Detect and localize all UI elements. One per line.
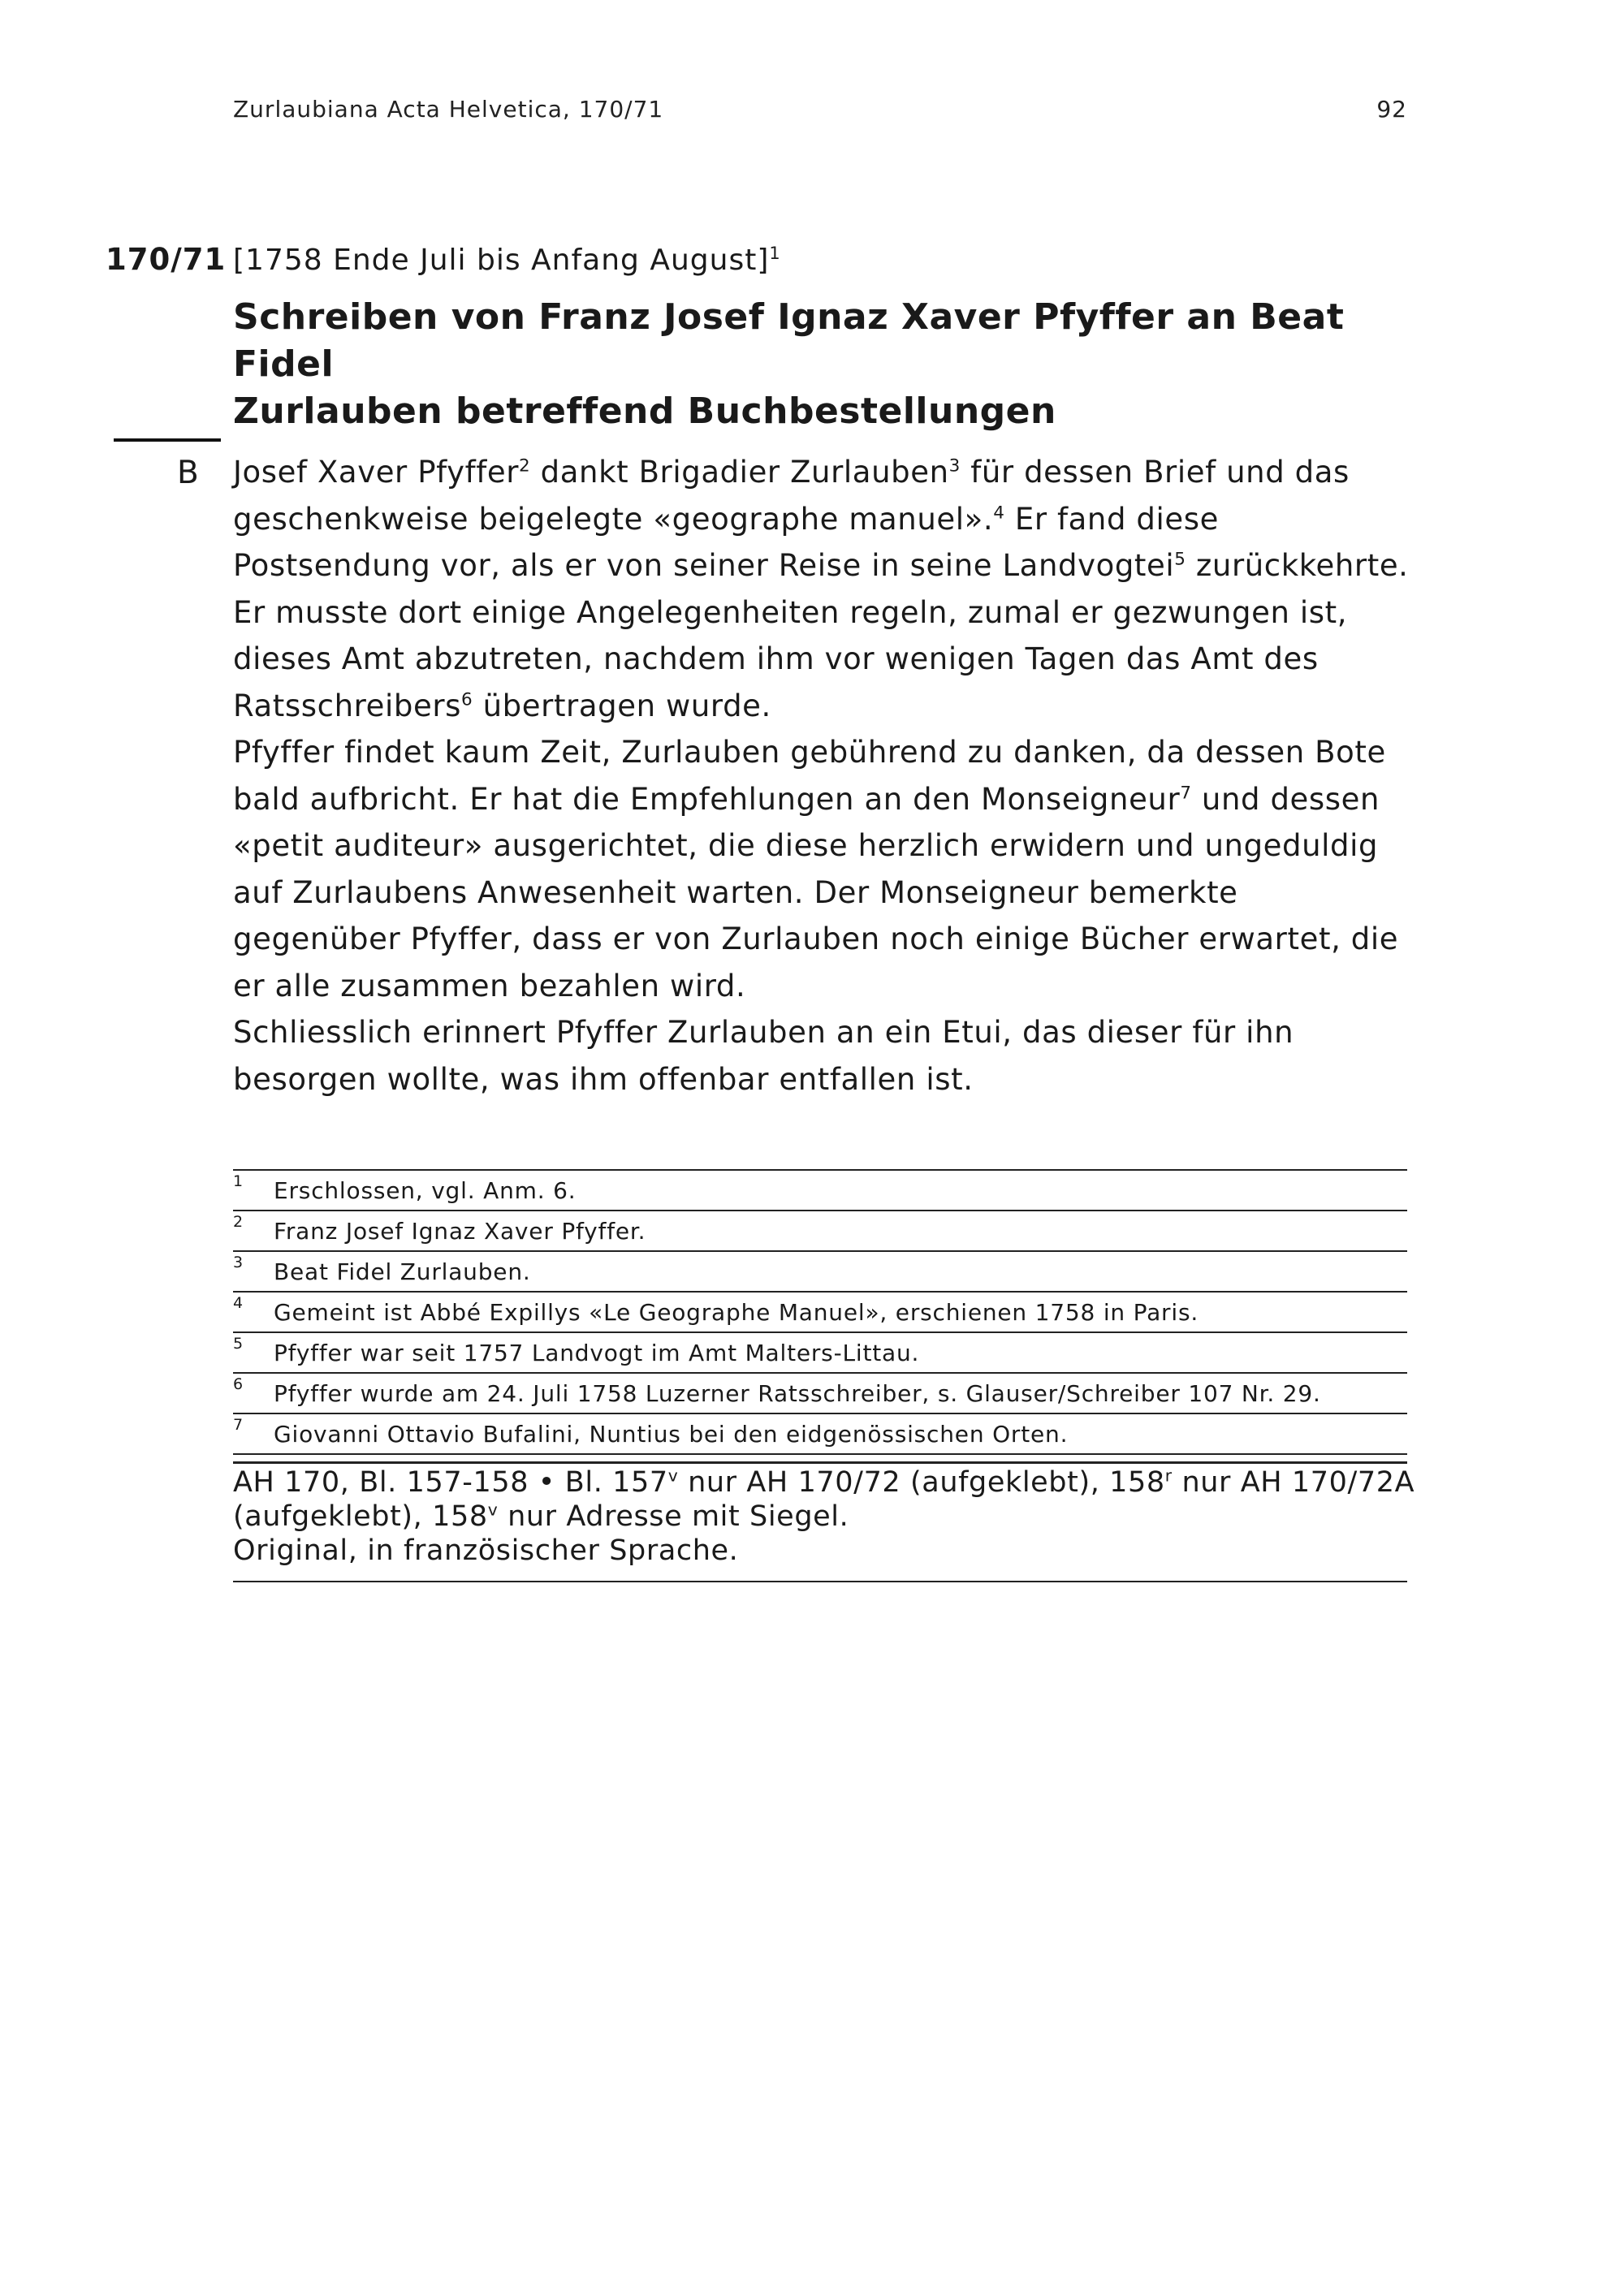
footnote: [233, 1333, 1407, 1374]
source-text: AH 170, Bl. 157-158 • Bl. 157: [233, 1466, 668, 1499]
footnote: [233, 1171, 1407, 1211]
footnote-mark: 1: [233, 1172, 244, 1190]
footnote-ref: 2: [519, 455, 531, 477]
summary-marker: B: [177, 455, 199, 491]
footnote: [233, 1414, 1407, 1455]
entry-title: [233, 294, 1407, 435]
running-header: [233, 96, 1407, 123]
summary-paragraph: [233, 449, 1410, 729]
footnote: [233, 1293, 1407, 1333]
summary-text: Er fand diese Postsendung vor, als er von seiner Reise in seine Landvogtei: [233, 501, 1219, 583]
summary-paragraph: Schliesslich erinnert Pfyffer Zurlauben an ein Etui, das dieser für ihn besorgen wollte, was ihm offenbar entfallen ist.: [233, 1015, 1294, 1097]
footnote-text: Gemeint ist Abbé Expillys «Le Geographe Manuel», erschienen 1758 in Paris.: [274, 1299, 1199, 1326]
summary-text: für dessen Brief und das geschenkweise beigelegte «geographe manuel».: [233, 455, 1350, 537]
source-text: (aufgeklebt), 158: [233, 1500, 488, 1533]
footnotes: [233, 1169, 1407, 1455]
footnote-ref: 6: [461, 689, 473, 710]
source-info: [233, 1461, 1415, 1568]
footnote-ref: 3: [948, 455, 961, 477]
folio-side: v: [487, 1500, 499, 1520]
footnote-text: Pfyffer wurde am 24. Juli 1758 Luzerner Ratsschreiber, s. Glauser/Schreiber 107 Nr. 29.: [274, 1380, 1321, 1407]
folio-side: r: [1164, 1465, 1173, 1486]
entry-date: [233, 244, 781, 277]
summary-text: und dessen «petit auditeur» ausgerichtet, die diese herzlich erwidern und ungeduldig auf Zurlaubens Anwesenheit warten. Der Monseigneur bemerkte gegenüber Pfyffer, dass er von Zurlauben noch einige Bücher erwartet, die er alle zusammen bezahlen wird.: [233, 781, 1399, 1003]
source-divider: [233, 1581, 1407, 1582]
footnote-text: Beat Fidel Zurlauben.: [274, 1258, 531, 1285]
footnote-text: Giovanni Ottavio Bufalini, Nuntius bei den eidgenössischen Orten.: [274, 1421, 1069, 1448]
source-text: nur AH 170/72 (aufgeklebt), 158: [678, 1466, 1165, 1499]
footnote-text: Erschlossen, vgl. Anm. 6.: [274, 1177, 577, 1204]
footnote-mark: 5: [233, 1335, 244, 1353]
footnote-mark: 6: [233, 1375, 244, 1393]
folio-side: v: [667, 1465, 679, 1486]
entry-date-text: [1758 Ende Juli bis Anfang August]: [233, 244, 770, 277]
footnote-text: Pfyffer war seit 1757 Landvogt im Amt Malters-Littau.: [274, 1340, 920, 1366]
source-line: [233, 1465, 1415, 1500]
summary: [233, 449, 1410, 1103]
footnote: [233, 1211, 1407, 1252]
footnote-text: Franz Josef Ignaz Xaver Pfyffer.: [274, 1218, 646, 1245]
footnote-mark: 4: [233, 1294, 244, 1312]
footnote-ref: 1: [769, 244, 781, 263]
footnote-mark: 3: [233, 1254, 244, 1271]
entry-title-line: Schreiben von Franz Josef Ignaz Xaver Pfyffer an Beat Fidel: [233, 296, 1345, 385]
running-title: Zurlaubiana Acta Helvetica, 170/71: [233, 96, 664, 123]
footnote-ref: 4: [993, 503, 1005, 524]
entry-number: 170/71: [106, 242, 227, 277]
footnote-ref: 5: [1174, 549, 1186, 570]
summary-text: übertragen wurde.: [473, 688, 771, 723]
section-divider: [114, 438, 221, 442]
summary-text: dankt Brigadier Zurlauben: [530, 455, 949, 490]
summary-text: Pfyffer findet kaum Zeit, Zurlauben gebührend zu danken, da dessen Bote bald aufbricht. Er hat die Empfehlungen an den Monseigneur: [233, 735, 1386, 817]
source-text: nur AH 170/72A: [1172, 1466, 1415, 1499]
page-number: 92: [1376, 96, 1407, 123]
entry-title-line: Zurlauben betreffend Buchbestellungen: [233, 391, 1056, 432]
footnote-mark: 2: [233, 1213, 244, 1231]
footnote: [233, 1252, 1407, 1293]
footnote-mark: 7: [233, 1416, 244, 1434]
footnote-ref: 7: [1180, 783, 1192, 804]
source-line: Original, in französischer Sprache.: [233, 1534, 739, 1567]
footnote: [233, 1374, 1407, 1414]
summary-text: Josef Xaver Pfyffer: [233, 455, 520, 490]
summary-text: zurückkehrte. Er musste dort einige Angelegenheiten regeln, zumal er gezwungen ist, dieses Amt abzutreten, nachdem ihm vor wenigen Tagen das Amt des Ratsschreibers: [233, 548, 1409, 723]
summary-paragraph: [233, 729, 1410, 1009]
source-text: nur Adresse mit Siegel.: [498, 1500, 849, 1533]
source-line: [233, 1500, 1407, 1534]
